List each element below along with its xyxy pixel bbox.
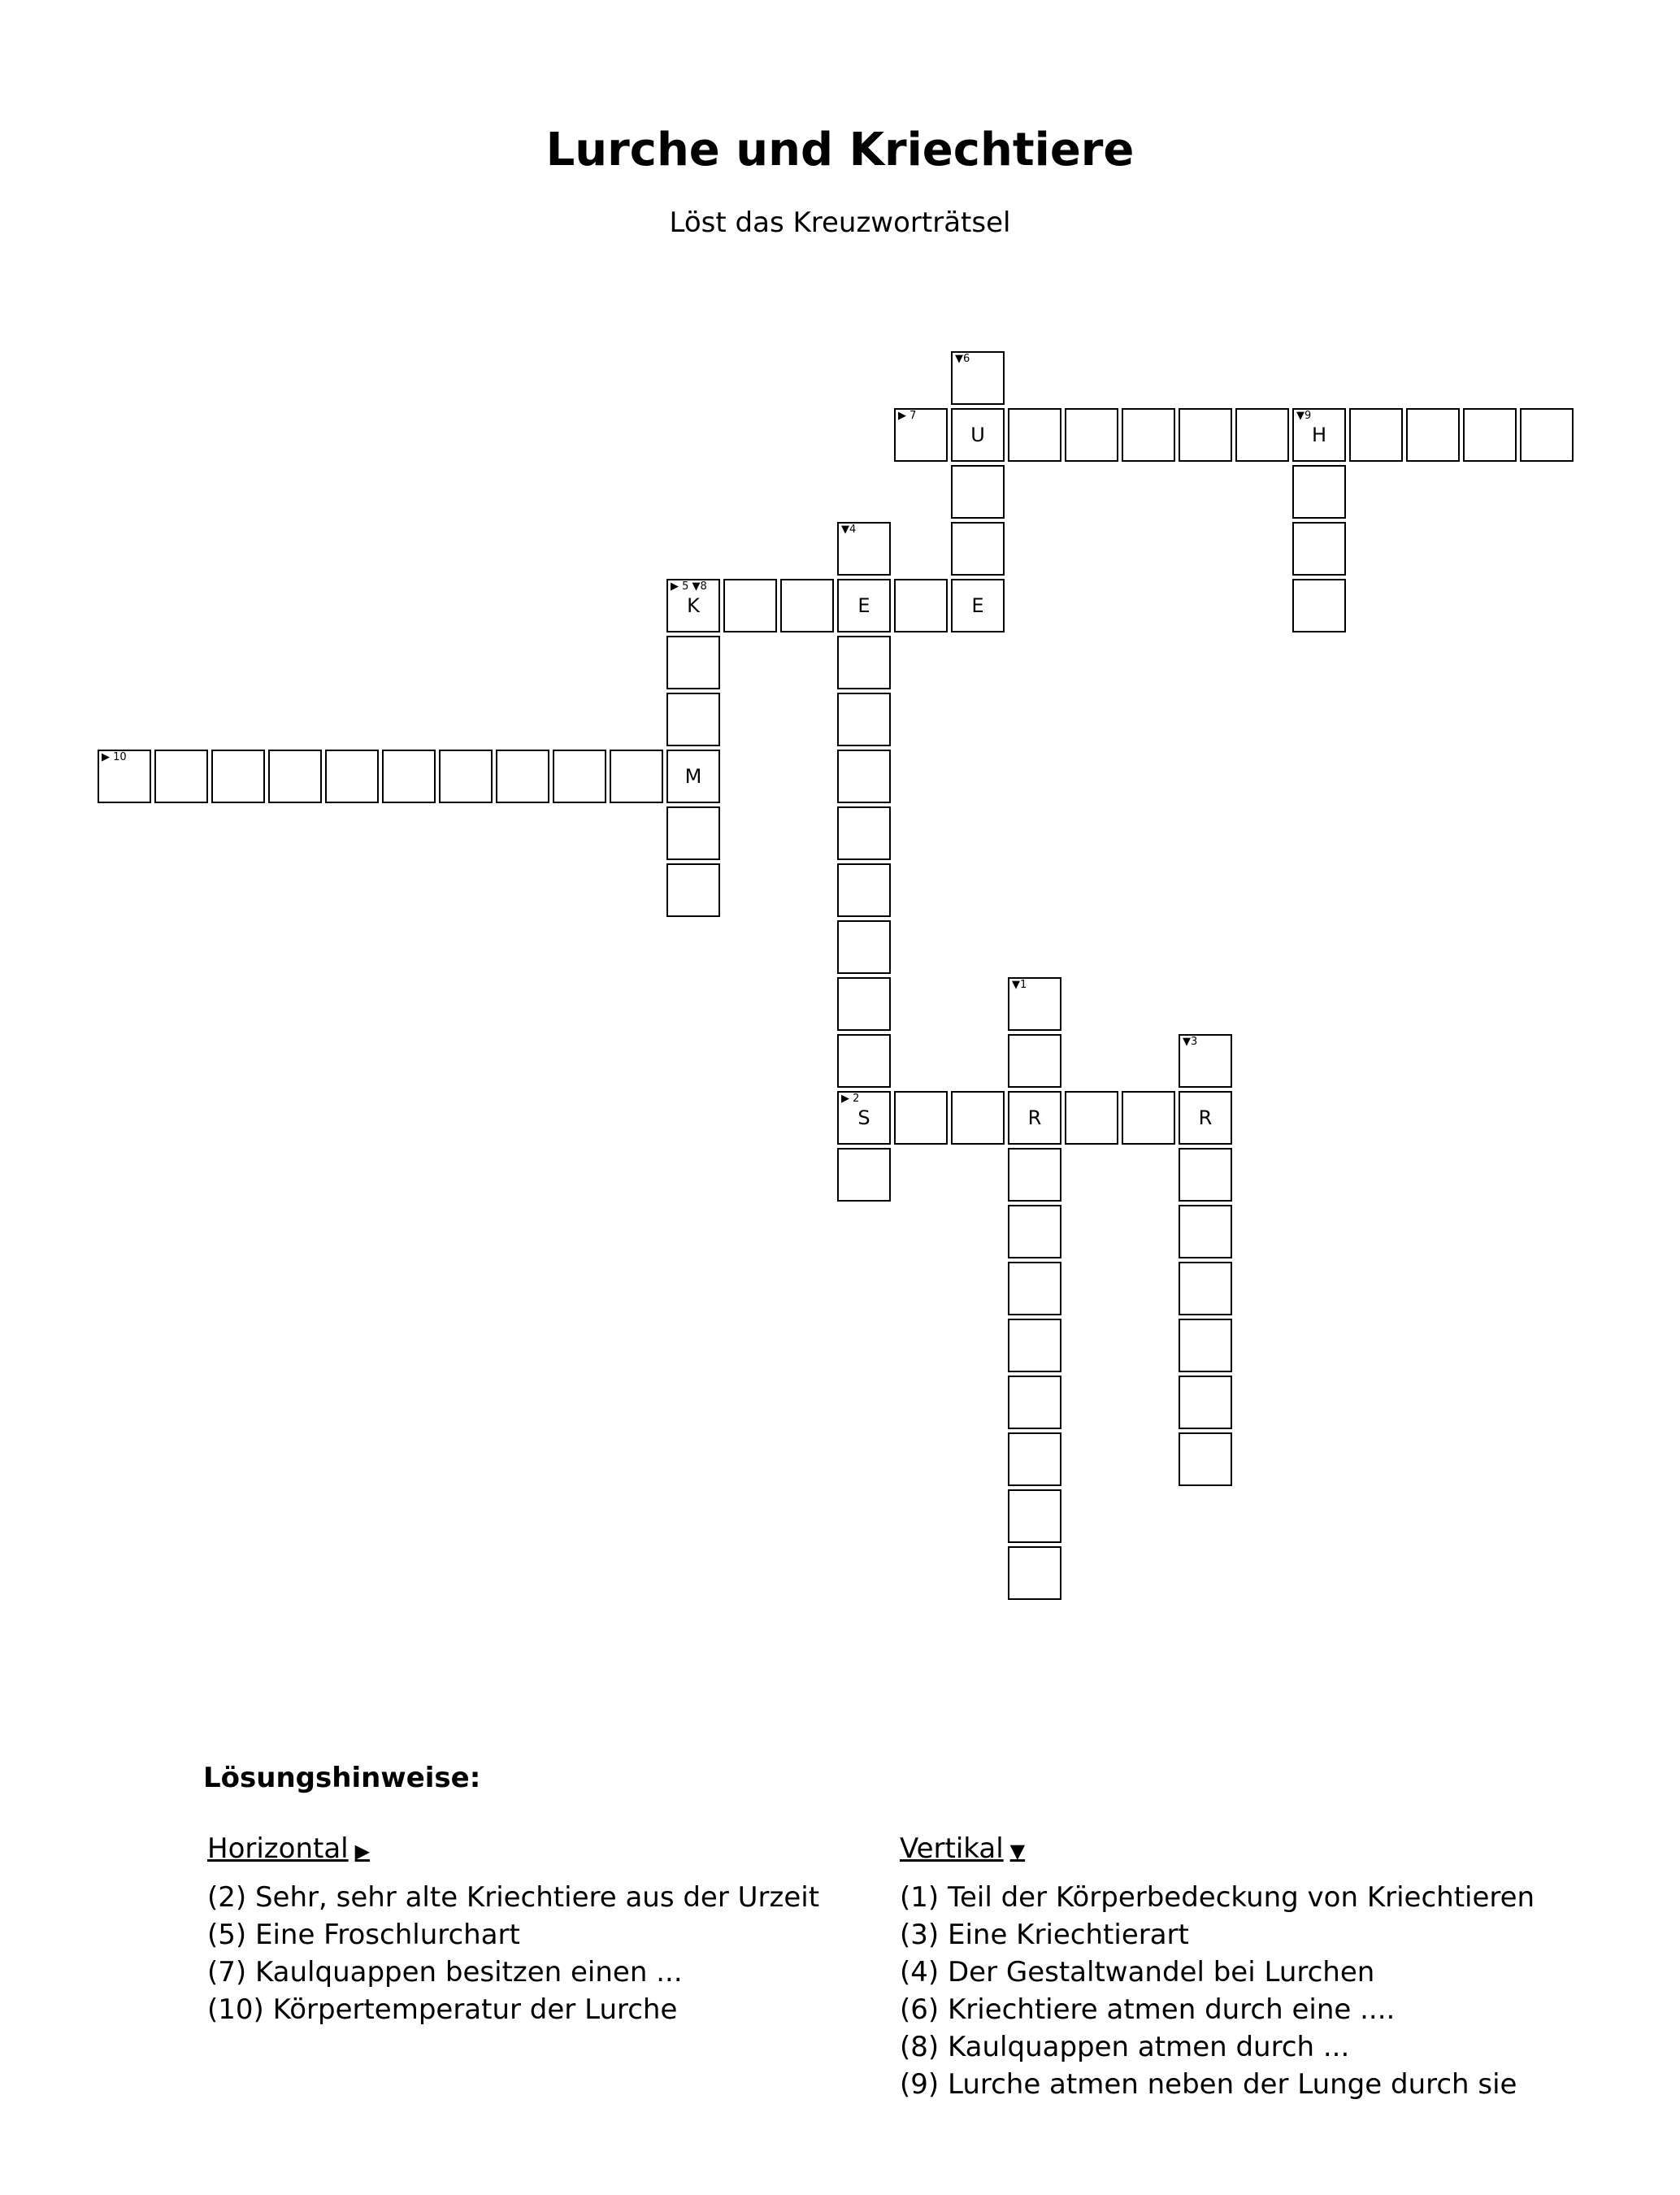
clue-number-label: ▶ 5 ▼8 — [671, 580, 707, 593]
crossword-cell[interactable] — [837, 1091, 891, 1145]
given-letter: R — [1198, 1106, 1213, 1129]
crossword-cell[interactable] — [1008, 1148, 1061, 1202]
crossword-cell[interactable] — [211, 750, 265, 803]
crossword-cell[interactable] — [1349, 408, 1403, 462]
crossword-cell[interactable] — [951, 465, 1005, 519]
crossword-cell[interactable] — [837, 863, 891, 917]
clue-number-label: ▼4 — [841, 524, 857, 536]
given-letter: E — [857, 594, 870, 617]
clue-across-7: (7) Kaulquappen besitzen einen ... — [207, 1956, 683, 1989]
crossword-cell[interactable] — [1520, 408, 1574, 462]
crossword-cell[interactable] — [666, 806, 720, 860]
clue-number-label: ▼6 — [955, 353, 970, 365]
crossword-cell[interactable] — [98, 750, 151, 803]
clue-down-3: (3) Eine Kriechtierart — [900, 1919, 1189, 1951]
crossword-cell[interactable] — [496, 750, 549, 803]
crossword-cell[interactable] — [951, 408, 1005, 462]
crossword-cell[interactable] — [894, 1091, 948, 1145]
crossword-cell[interactable] — [837, 750, 891, 803]
clue-number-label: ▼1 — [1012, 979, 1027, 991]
crossword-cell[interactable] — [1122, 1091, 1175, 1145]
page-title: Lurche und Kriechtiere — [545, 124, 1135, 176]
given-letter: H — [1311, 424, 1327, 446]
crossword-cell[interactable] — [1008, 1319, 1061, 1372]
hints-heading: Lösungshinweise: — [203, 1762, 481, 1794]
vertical-heading — [900, 1831, 1535, 1869]
crossword-cell[interactable] — [1292, 579, 1346, 632]
crossword-cell[interactable] — [439, 750, 493, 803]
crossword-cell[interactable] — [1008, 1432, 1061, 1486]
crossword-cell[interactable] — [1179, 1205, 1232, 1258]
crossword-cell[interactable] — [1292, 408, 1346, 462]
crossword-cell[interactable] — [1008, 1489, 1061, 1543]
crossword-cell[interactable] — [1008, 1205, 1061, 1258]
crossword-cell[interactable] — [1179, 1432, 1232, 1486]
crossword-cell[interactable] — [666, 750, 720, 803]
crossword-cell[interactable] — [1065, 1091, 1118, 1145]
crossword-cell[interactable] — [610, 750, 663, 803]
crossword-cell[interactable] — [1179, 1091, 1232, 1145]
clue-down-6: (6) Kriechtiere atmen durch eine .... — [900, 1993, 1396, 2026]
crossword-cell[interactable] — [268, 750, 322, 803]
crossword-cell[interactable] — [382, 750, 436, 803]
crossword-cell[interactable] — [1008, 408, 1061, 462]
clue-number-label: ▼9 — [1296, 410, 1312, 422]
crossword-cell[interactable] — [951, 579, 1005, 632]
crossword-cell[interactable] — [723, 579, 777, 632]
crossword-cell[interactable] — [1406, 408, 1460, 462]
horizontal-label: Horizontal — [207, 1832, 349, 1865]
crossword-cell[interactable] — [1179, 408, 1232, 462]
crossword-cell[interactable] — [951, 1091, 1005, 1145]
crossword-cell[interactable] — [837, 636, 891, 689]
crossword-cell[interactable] — [1122, 408, 1175, 462]
clue-down-4: (4) Der Gestaltwandel bei Lurchen — [900, 1956, 1375, 1989]
clue-number-label: ▶ 2 — [841, 1093, 860, 1105]
clue-down-9: (9) Lurche atmen neben der Lunge durch sie — [900, 2068, 1517, 2101]
crossword-cell[interactable] — [1008, 1376, 1061, 1429]
crossword-cell[interactable] — [1008, 1546, 1061, 1600]
crossword-cell[interactable] — [837, 806, 891, 860]
crossword-cell[interactable] — [951, 522, 1005, 576]
given-letter: K — [687, 594, 700, 617]
vertical-clues — [900, 1831, 1535, 2103]
arrow-down-icon: ▼ — [1009, 1840, 1026, 1862]
crossword-cell[interactable] — [894, 408, 948, 462]
crossword-cell[interactable] — [894, 579, 948, 632]
crossword-cell[interactable] — [1179, 1034, 1232, 1088]
crossword-cell[interactable] — [1008, 1262, 1061, 1315]
clue-number-label: ▼3 — [1183, 1036, 1198, 1048]
clue-across-10: (10) Körpertemperatur der Lurche — [207, 1993, 678, 2026]
clue-across-2: (2) Sehr, sehr alte Kriechtiere aus der Urzeit — [207, 1881, 820, 1914]
crossword-cell[interactable] — [1292, 522, 1346, 576]
clue-number-label: ▶ 7 — [898, 410, 917, 422]
crossword-cell[interactable] — [666, 863, 720, 917]
given-letter: M — [684, 765, 702, 788]
page-subtitle: Löst das Kreuzworträtsel — [669, 206, 1011, 239]
crossword-cell[interactable] — [780, 579, 834, 632]
crossword-cell[interactable] — [951, 351, 1005, 405]
crossword-cell[interactable] — [1179, 1319, 1232, 1372]
crossword-cell[interactable] — [837, 920, 891, 974]
crossword-cell[interactable] — [553, 750, 606, 803]
crossword-cell[interactable] — [1065, 408, 1118, 462]
crossword-cell[interactable] — [837, 522, 891, 576]
crossword-cell[interactable] — [154, 750, 208, 803]
crossword-cell[interactable] — [666, 579, 720, 632]
crossword-cell[interactable] — [837, 1034, 891, 1088]
crossword-cell[interactable] — [1179, 1148, 1232, 1202]
given-letter: R — [1027, 1106, 1042, 1129]
crossword-cell[interactable] — [837, 977, 891, 1031]
crossword-cell[interactable] — [837, 1148, 891, 1202]
crossword-cell[interactable] — [1179, 1376, 1232, 1429]
crossword-cell[interactable] — [1179, 1262, 1232, 1315]
crossword-cell[interactable] — [666, 636, 720, 689]
clue-number-label: ▶ 10 — [102, 751, 127, 763]
given-letter: U — [970, 424, 985, 446]
crossword-cell[interactable] — [1008, 1091, 1061, 1145]
crossword-cell[interactable] — [1292, 465, 1346, 519]
crossword-cell[interactable] — [837, 579, 891, 632]
crossword-cell[interactable] — [1463, 408, 1517, 462]
vertical-label: Vertikal — [900, 1832, 1004, 1865]
clue-down-1: (1) Teil der Körperbedeckung von Kriechtieren — [900, 1881, 1535, 1914]
crossword-cell[interactable] — [325, 750, 379, 803]
given-letter: E — [971, 594, 984, 617]
clue-down-8: (8) Kaulquappen atmen durch ... — [900, 2031, 1350, 2063]
arrow-right-icon: ▶ — [354, 1840, 371, 1862]
crossword-cell[interactable] — [1008, 1034, 1061, 1088]
crossword-cell[interactable] — [1235, 408, 1289, 462]
crossword-cell[interactable] — [666, 693, 720, 746]
horizontal-heading — [207, 1831, 819, 1869]
crossword-cell[interactable] — [1008, 977, 1061, 1031]
clue-across-5: (5) Eine Froschlurchart — [207, 1919, 520, 1951]
horizontal-clues — [207, 1831, 819, 2028]
given-letter: S — [857, 1106, 870, 1129]
crossword-cell[interactable] — [837, 693, 891, 746]
